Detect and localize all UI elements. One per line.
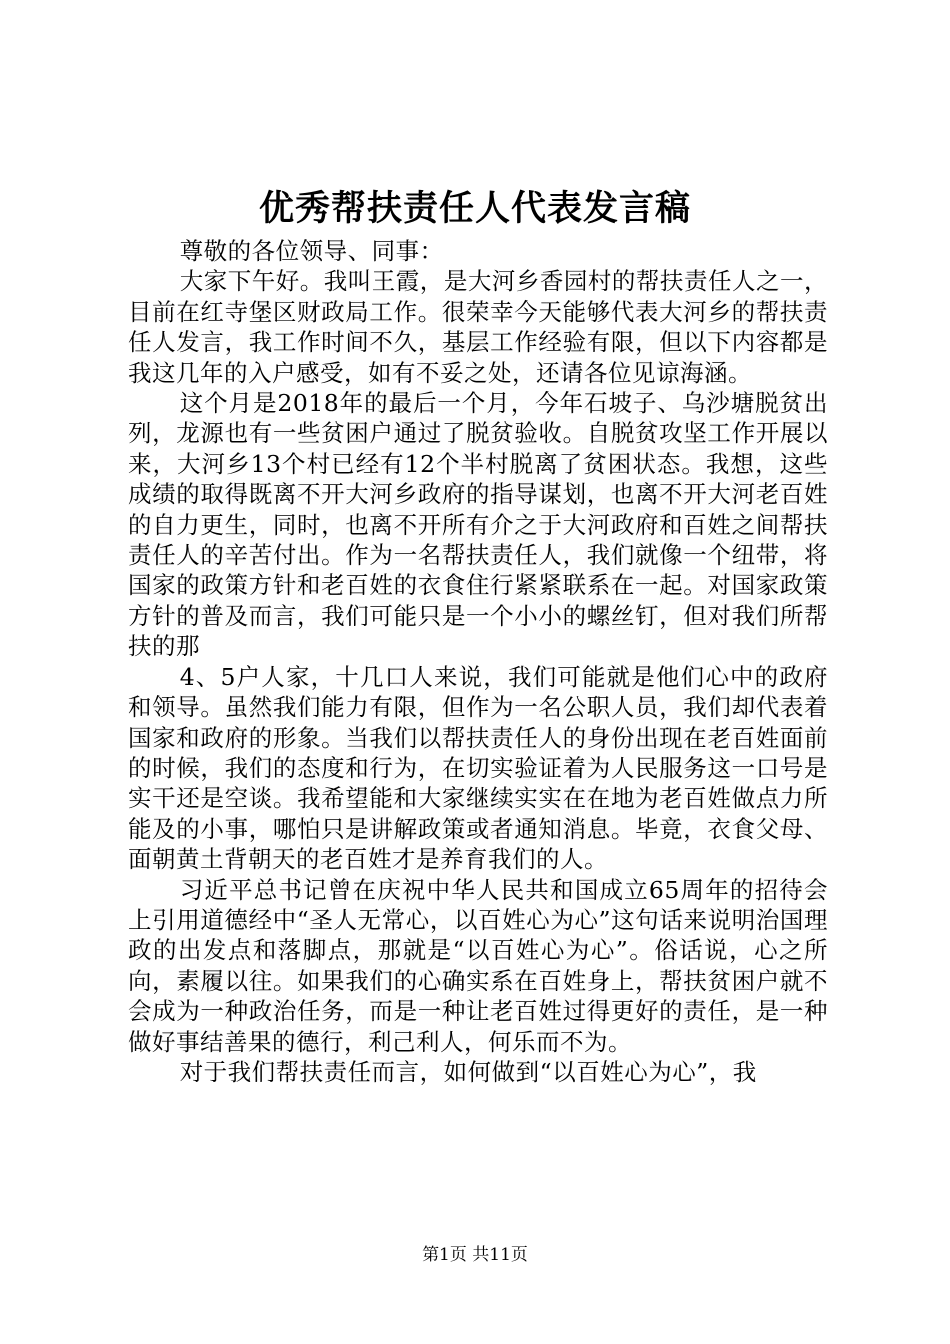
page-number-footer: 第1页 共11页 [422, 1245, 528, 1265]
body-paragraph: 大家下午好。我叫王霞，是大河乡香园村的帮扶责任人之一，目前在红寺堡区财政局工作。很荣幸今天能够代表大河乡的帮扶责任人发言，我工作时间不久，基层工作经验有限，但以下内容都是我这几年的入户感受，如有不妥之处，还请各位见谅海涵。 [128, 267, 828, 387]
body-paragraph: 对于我们帮扶责任而言，如何做到“以百姓心为心”，我 [179, 1057, 757, 1086]
document-title: 优秀帮扶责任人代表发言稿 [258, 188, 691, 229]
body-paragraph: 4、5户人家，十几口人来说，我们可能就是他们心中的政府和领导。虽然我们能力有限，但作为一名公职人员，我们却代表着国家和政府的形象。当我们以帮扶责任人的身份出现在老百姓面前的时候，我们的态度和行为，在切实验证着为人民服务这一口号是实干还是空谈。我希望能和大家继续实实在在地为老百姓做点力所能及的小事，哪怕只是讲解政策或者通知消息。毕竟，衣食父母、面朝黄土背朝天的老百姓才是养育我们的人。 [128, 662, 828, 874]
salutation-paragraph: 尊敬的各位领导、同事： [179, 237, 444, 265]
body-paragraph: 这个月是2018年的最后一个月，今年石坡子、乌沙塘脱贫出列，龙源也有一些贫困户通过了脱贫验收。自脱贫攻坚工作开展以来，大河乡13个村已经有12个半村脱离了贫困状态。我想，这些成绩的取得既离不开大河乡政府的指导谋划，也离不开大河老百姓的自力更生，同时，也离不开所有介之于大河政府和百姓之间帮扶责任人的辛苦付出。作为一名帮扶责任人，我们就像一个纽带，将国家的政策方针和老百姓的衣食住行紧紧联系在一起。对国家政策方针的普及而言，我们可能只是一个小小的螺丝钉，但对我们所帮扶的那 [128, 389, 828, 661]
body-paragraph: 习近平总书记曾在庆祝中华人民共和国成立65周年的招待会上引用道德经中“圣人无常心，以百姓心为心”这句话来说明治国理政的出发点和落脚点，那就是“以百姓心为心”。俗话说，心之所向，素履以往。如果我们的心确实系在百姓身上，帮扶贫困户就不会成为一种政治任务，而是一种让老百姓过得更好的责任，是一种做好事结善果的德行，利己利人，何乐而不为。 [128, 875, 828, 1056]
document-body [128, 236, 828, 1087]
